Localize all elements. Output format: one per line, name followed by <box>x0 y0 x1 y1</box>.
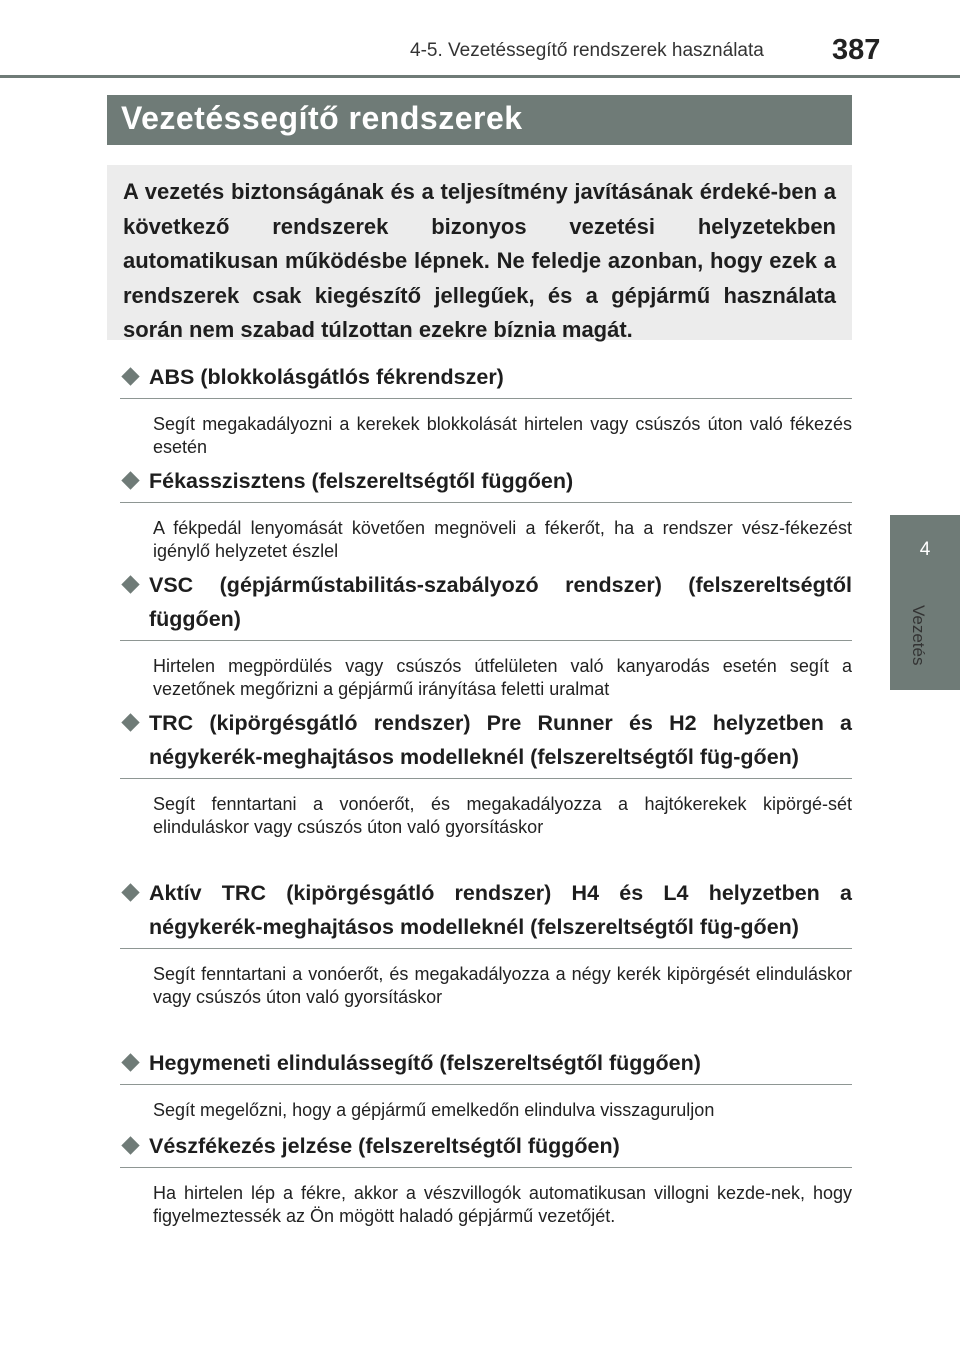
section-emergency-brake-signal <box>120 1129 852 1228</box>
section-title: ABS (blokkolásgátlós fékrendszer) <box>149 365 504 389</box>
section-description: Hirtelen megpördülés vagy csúszós útfelületen való kanyarodás esetén segít a vezetőnek megőrizni a gépjármű irányítása feletti uralmat <box>153 656 852 699</box>
section-heading <box>120 1129 852 1168</box>
section-description: Segít megakadályozni a kerekek blokkolását hirtelen vagy csúszós úton való fékezés esetén <box>153 414 852 457</box>
section-title: TRC (kipörgésgátló rendszer) Pre Runner és H2 helyzetben a négykerék-meghajtásos modelleknél (felszereltségtől füg-gően) <box>149 711 852 769</box>
intro-box <box>107 165 852 340</box>
section-description: Ha hirtelen lép a fékre, akkor a vészvillogók automatikusan villogni kezde-nek, hogy figyelmeztessék az Ön mögött haladó gépjármű vezetőjét. <box>153 1183 852 1226</box>
section-heading <box>120 360 852 399</box>
diamond-bullet-icon <box>121 471 139 489</box>
chapter-name: Vezetés <box>909 605 928 666</box>
section-trc <box>120 706 852 839</box>
intro-text: A vezetés biztonságának és a teljesítmény javításának érdeké-ben a következő rendszerek bizonyos vezetési helyzetekben automatikusan működésbe lépnek. Ne feledje azonban, hogy ezek a rendszerek csak kiegészítő jellegűek, és a gépjármű használata során nem szabad túlzottan ezekre bíznia magát. <box>123 179 836 342</box>
section-title: Aktív TRC (kipörgésgátló rendszer) H4 és L4 helyzetben a négykerék-meghajtásos modelleknél (felszereltségtől füg-gően) <box>149 881 852 939</box>
section-description: Segít fenntartani a vonóerőt, és megakadályozza a négy kerék kipörgését elinduláskor vagy csúszós úton való gyorsításkor <box>153 964 852 1007</box>
page-title: Vezetéssegítő rendszerek <box>121 100 523 136</box>
section-active-trc <box>120 876 852 1009</box>
diamond-bullet-icon <box>121 575 139 593</box>
section-heading <box>120 876 852 949</box>
section-hill-start-assist <box>120 1046 852 1122</box>
section-description: Segít megelőzni, hogy a gépjármű emelkedőn elindulva visszaguruljon <box>153 1100 715 1120</box>
section-brake-assist <box>120 464 852 563</box>
section-vsc <box>120 568 852 701</box>
section-title: Fékasszisztens (felszereltségtől függően) <box>149 469 574 493</box>
running-header: 4-5. Vezetéssegítő rendszerek használata <box>410 40 764 61</box>
section-heading <box>120 706 852 779</box>
page-number: 387 <box>832 34 881 66</box>
section-abs <box>120 360 852 459</box>
section-description: Segít fenntartani a vonóerőt, és megakadályozza a hajtókerekek kipörgé-sét elinduláskor vagy csúszós úton való gyorsításkor <box>153 794 852 837</box>
section-title: Hegymeneti elindulássegítő (felszereltségtől függően) <box>149 1051 701 1075</box>
diamond-bullet-icon <box>121 883 139 901</box>
section-heading <box>120 568 852 641</box>
section-heading <box>120 464 852 503</box>
header-divider <box>0 75 960 78</box>
title-banner <box>107 95 852 145</box>
diamond-bullet-icon <box>121 1136 139 1154</box>
section-description: A fékpedál lenyomását követően megnöveli a fékerőt, ha a rendszer vész-fékezést igénylő helyzetet észlel <box>153 518 852 561</box>
section-title: Vészfékezés jelzése (felszereltségtől függően) <box>149 1134 620 1158</box>
diamond-bullet-icon <box>121 367 139 385</box>
diamond-bullet-icon <box>121 1053 139 1071</box>
diamond-bullet-icon <box>121 713 139 731</box>
section-heading <box>120 1046 852 1085</box>
section-title: VSC (gépjárműstabilitás-szabályozó rendszer) (felszereltségtől függően) <box>149 573 852 631</box>
chapter-number: 4 <box>919 539 931 560</box>
